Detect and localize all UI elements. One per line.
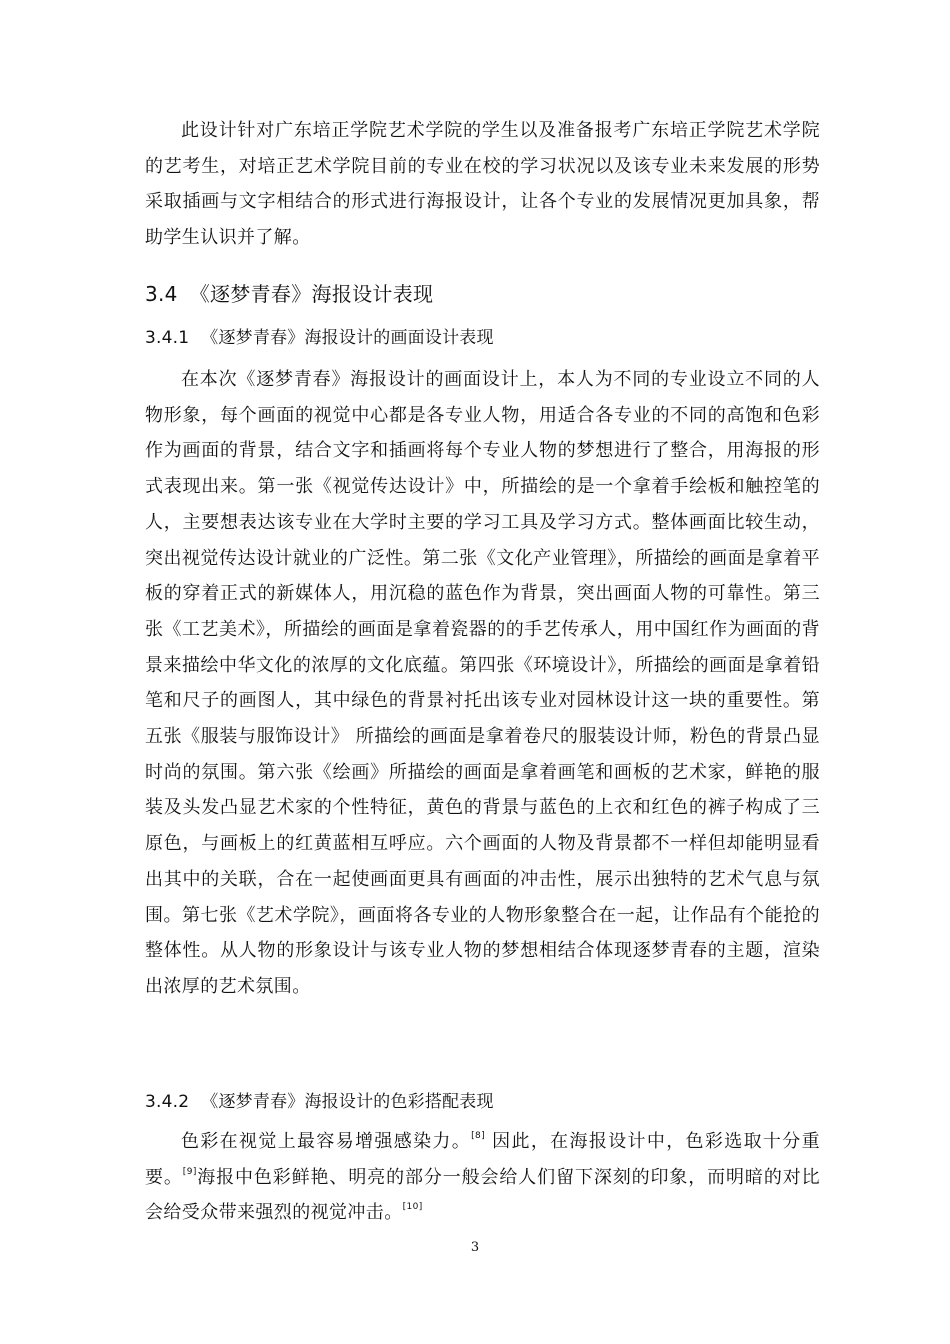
color-text-part-1: 色彩在视觉上最容易增强感染力。: [181, 1131, 472, 1152]
citation-8: [8]: [471, 1131, 486, 1141]
color-text-part-3: 海报中色彩鲜艳、明亮的部分一般会给人们留下深刻的印象，而明暗的对比会给受众带来强烈的视觉冲击。: [145, 1166, 820, 1224]
citation-9: [9]: [182, 1166, 197, 1177]
subsection-number: 3.4.1: [145, 328, 190, 348]
section-title: 《逐梦青春》海报设计表现: [189, 282, 434, 306]
subsection-heading-3-4-1: [145, 325, 494, 351]
picture-design-paragraph: 在本次《逐梦青春》海报设计的画面设计上，本人为不同的专业设立不同的人物形象，每个画面的视觉中心都是各专业人物，用适合各专业的不同的高饱和色彩作为画面的背景，结合文字和插画将每个专业人物的梦想进行了整合，用海报的形式表现出来。第一张《视觉传达设计》中，所描绘的是一个拿着手绘板和触控笔的人，主要想表达该专业在大学时主要的学习工具及学习方式。整体画面比较生动，突出视觉传达设计就业的广泛性。第二张《文化产业管理》，所描绘的画面是拿着平板的穿着正式的新媒体人，用沉稳的蓝色作为背景，突出画面人物的可靠性。第三张《工艺美术》，所描绘的画面是拿着瓷器的的手艺传承人，用中国红作为画面的背景来描绘中华文化的浓厚的文化底蕴。第四张《环境设计》，所描绘的画面是拿着铅笔和尺子的画图人，其中绿色的背景衬托出该专业对园林设计这一块的重要性。第五张《服装与服饰设计》 所描绘的画面是拿着卷尺的服装设计师，粉色的背景凸显时尚的氛围。第六张《绘画》所描绘的画面是拿着画笔和画板的艺术家，鲜艳的服装及头发凸显艺术家的个性特征，黄色的背景与蓝色的上衣和红色的裤子构成了三原色，与画板上的红黄蓝相互呼应。六个画面的人物及背景都不一样但却能明显看出其中的关联，合在一起使画面更具有画面的冲击性，展示出独特的艺术气息与氛围。第七张《艺术学院》，画面将各专业的人物形象整合在一起，让作品有个能抢的整体性。从人物的形象设计与该专业人物的梦想相结合体现逐梦青春的主题，渲染出浓厚的艺术氛围。: [145, 369, 820, 997]
section-heading-3-4: [145, 279, 433, 309]
subsection-title: 《逐梦青春》海报设计的画面设计表现: [201, 328, 494, 348]
citation-10: [10]: [402, 1202, 423, 1213]
page-number: 3: [470, 1240, 480, 1255]
color-text-part-2: 因此，在海报设计中，色彩选取十分重要。: [145, 1131, 821, 1188]
subsection-heading-3-4-2: [145, 1089, 494, 1115]
intro-paragraph: 此设计针对广东培正学院艺术学院的学生以及准备报考广东培正学院艺术学院的艺考生，对培正艺术学院目前的专业在校的学习状况以及该专业未来发展的形势采取插画与文字相结合的形式进行海报设计，让各个专业的发展情况更加具象，帮助学生认识并了解。: [145, 120, 820, 249]
subsection-number: 3.4.2: [145, 1092, 190, 1112]
subsection-title: 《逐梦青春》海报设计的色彩搭配表现: [201, 1092, 494, 1112]
color-paragraph: [145, 1124, 820, 1231]
section-number: 3.4: [145, 282, 178, 306]
